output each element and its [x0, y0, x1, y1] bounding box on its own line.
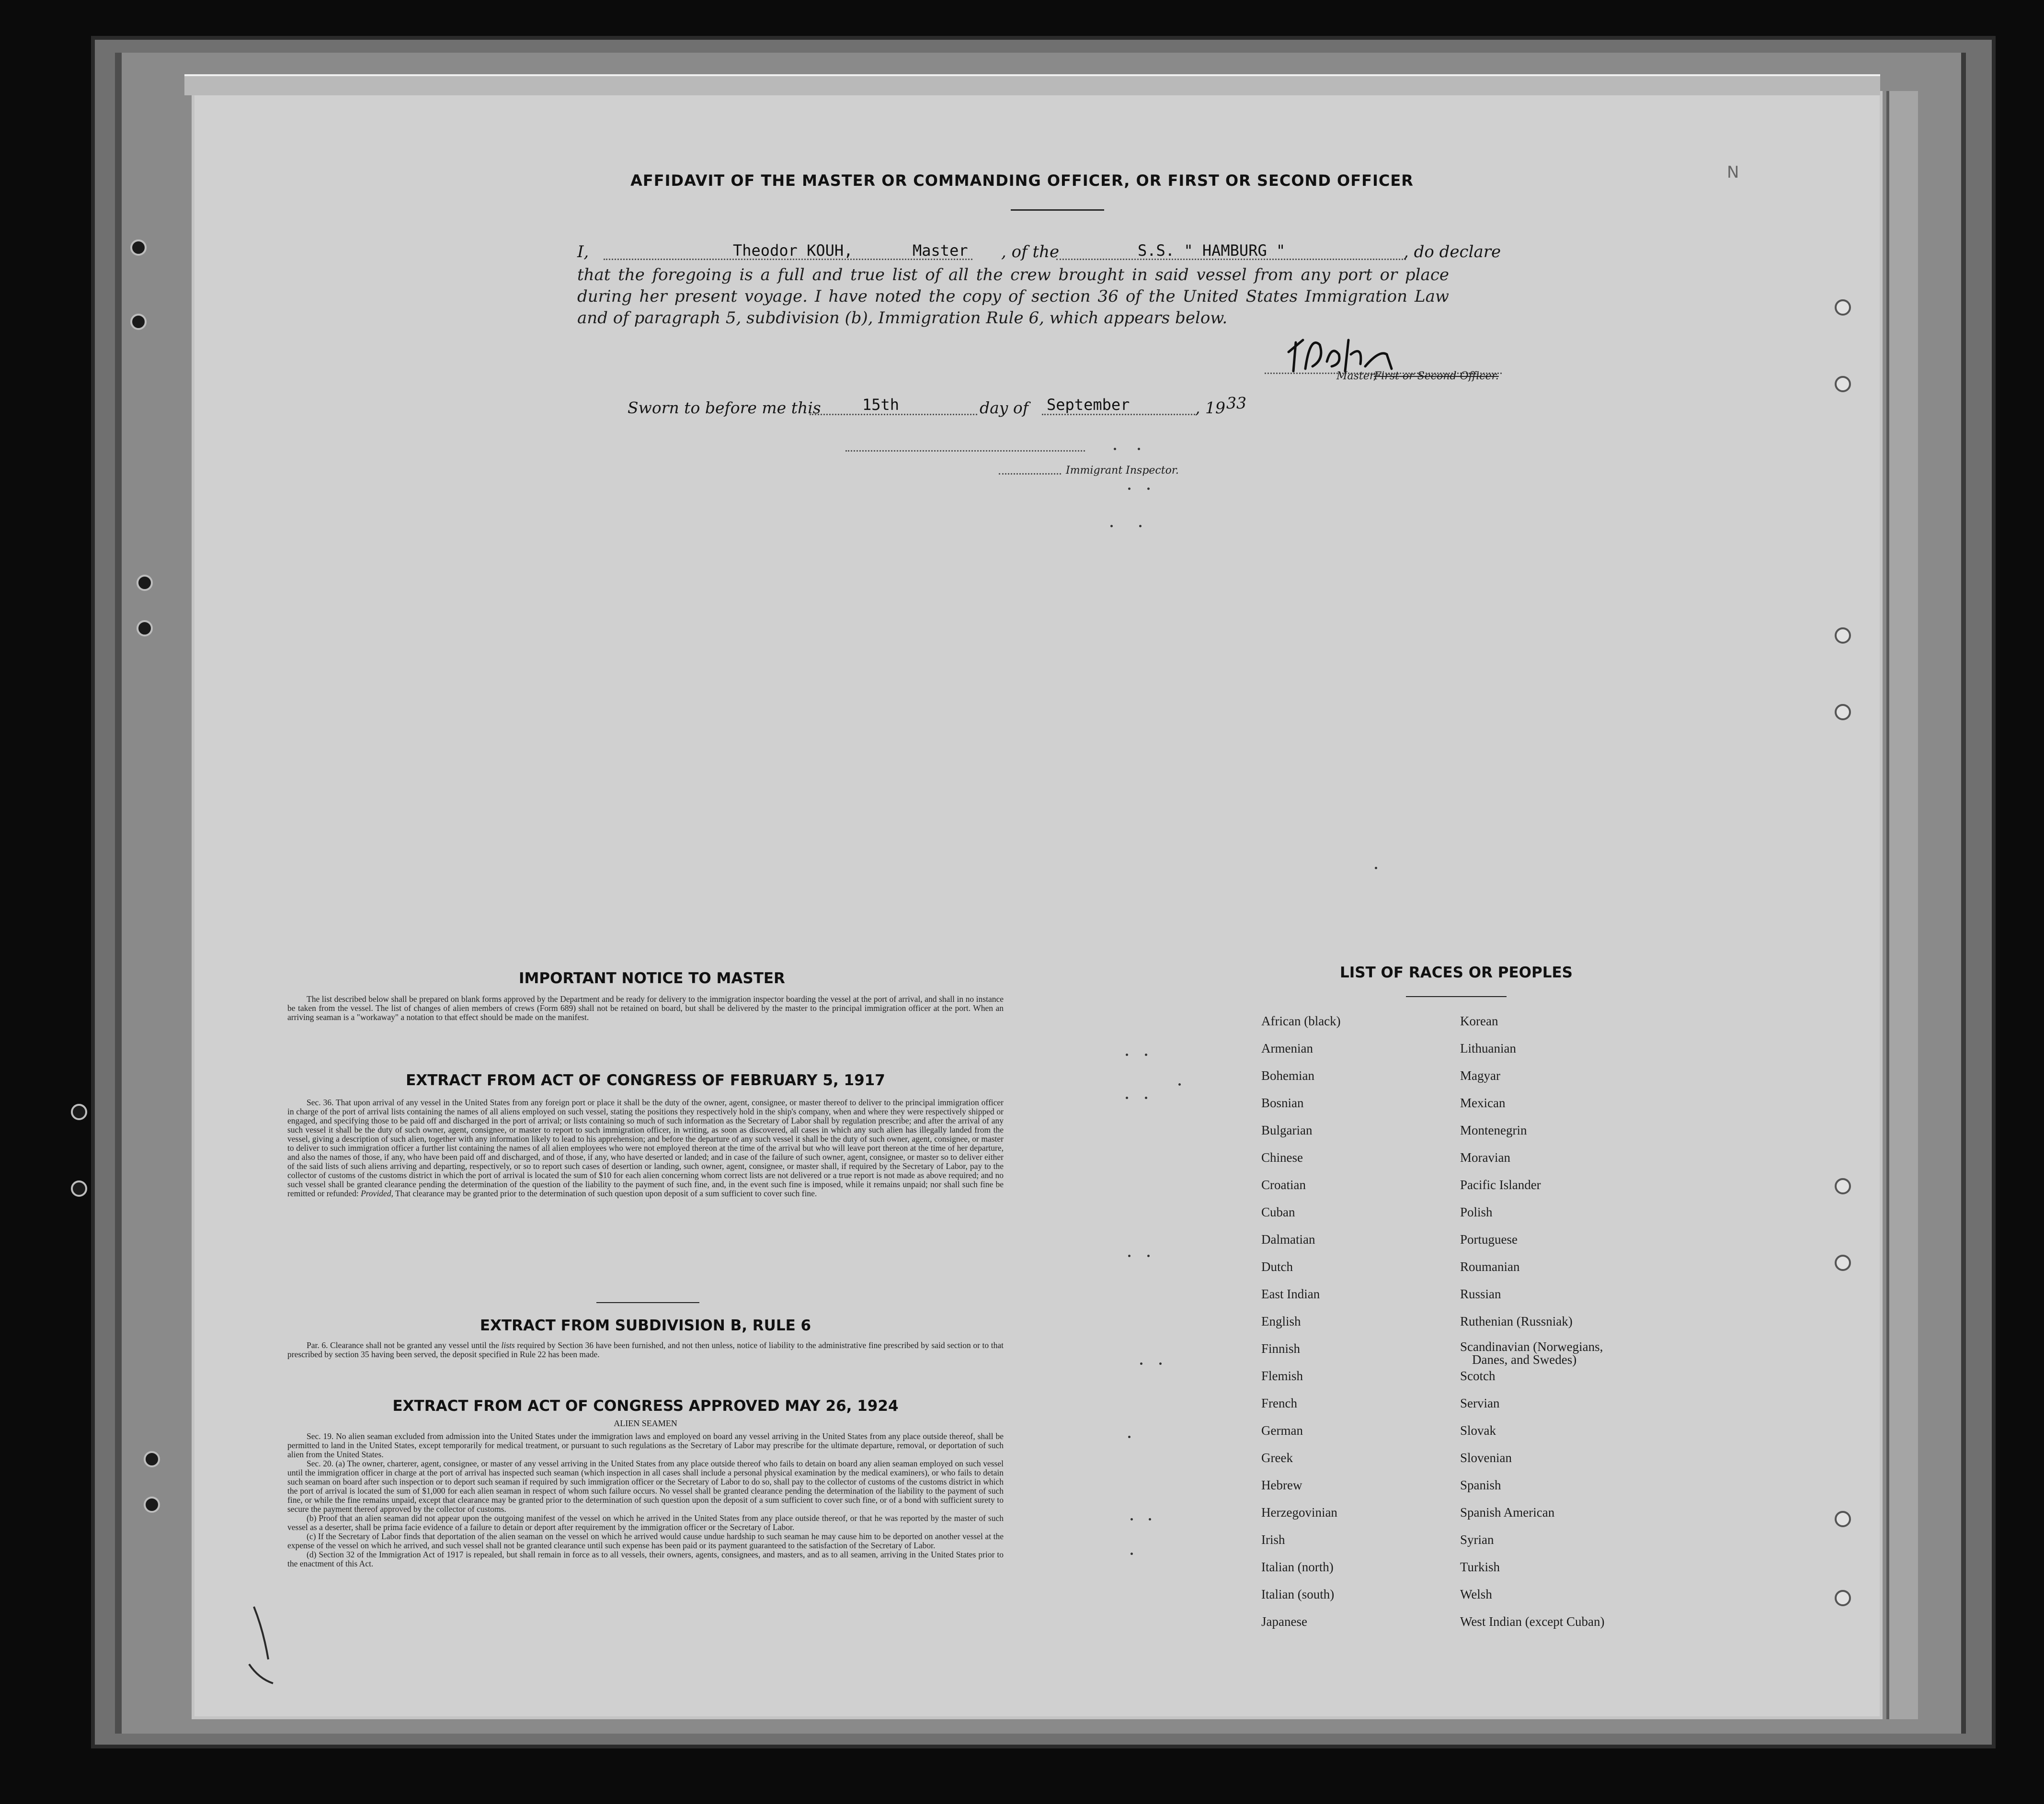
inspector-caption: Immigrant Inspector. — [1066, 465, 1179, 477]
sworn-day-line — [810, 414, 977, 415]
race-item: Armenian — [1261, 1041, 1313, 1055]
pencil-mark — [244, 1602, 283, 1688]
punch-hole-right-5 — [1835, 1178, 1851, 1194]
punch-hole-left-8 — [144, 1497, 160, 1513]
subdivision-b-par-label: Par. 6. — [307, 1340, 328, 1350]
punch-hole-left-2 — [130, 314, 147, 330]
speck — [1110, 525, 1113, 527]
race-item: Magyar — [1460, 1068, 1500, 1083]
race-item: Croatian — [1261, 1178, 1306, 1192]
do-declare-label: , do declare — [1404, 242, 1501, 261]
punch-hole-left-3 — [137, 575, 153, 591]
race-item: Lithuanian — [1460, 1041, 1516, 1055]
race-item: Roumanian — [1460, 1259, 1520, 1274]
speck — [1128, 1255, 1130, 1257]
master-name: Theodor KOUH, — [733, 241, 853, 260]
punch-hole-right-7 — [1835, 1511, 1851, 1527]
race-item: Syrian — [1460, 1532, 1494, 1547]
act-1924-subtitle: ALIEN SEAMEN — [614, 1418, 677, 1428]
race-item: Polish — [1460, 1205, 1493, 1219]
speck — [1126, 1054, 1128, 1056]
act-1924-sec20c: (c) If the Secretary of Labor finds that deportation of the alien seaman on the vessel on which he arrived would cause undue hardship to such seaman he may cause him to be deported on another vessel at the expense of the vessel on which he arrived, and such vessel shall not be granted clearance until such expense has been paid or its payment guaranteed to the satisfaction of the Secretary of Labor. — [287, 1532, 1004, 1550]
race-item: Italian (north) — [1261, 1560, 1334, 1574]
speck — [1145, 1097, 1147, 1099]
race-item: African (black) — [1261, 1014, 1341, 1028]
punch-hole-right-3 — [1835, 627, 1851, 644]
race-item: Slovak — [1460, 1423, 1496, 1438]
act-1917-body: That upon arrival of any vessel in the United States from any foreign port or place it shall be the duty of the owner, agent, consignee, or master thereof to deliver to the principal immigration officer in charge of the port of arrival lists containing the names of all aliens employed on such vessel, stating the positions they respectively hold in the ship's company, when and where they were respectively shipped or engaged, and specifying those to be paid off and discharged in the port of arrival; or lists containing so much of such information as the Secretary of Labor shall by regulation prescribe; and after the arrival of any such vessel it shall be the duty of such owner, agent, consignee, or master to report to such immigration officer, in writing, as soon as discovered, all cases in which any such alien has illegally landed from the vessel, giving a description of such alien, together with any information likely to lead to his apprehension; and before the departure of any such vessel it shall be the duty of such owner, agent, consignee, or master to deliver to such immigration officer a further list containing the names of all alien employees who were not employed thereon at the time of the arrival but who will leave port thereon at the time of her departure, and also the names of those, if any, who have been paid off and discharged, and of those, if any, who have deserted or landed; and in case of the failure of such owner, agent, consignee, or master so to deliver either of the said lists of such aliens arriving and departing, respectively, or so to report such cases of desertion or landing, such owner, agent, consignee, or master shall, if required by the Secretary of Labor, pay to the collector of customs of the customs district in which the port of arrival is located the sum of $10 for each alien concerning whom correct lists are not delivered or a true report is not made as above required; and no such vessel shall be granted clearance pending the determination of the question of the liability to the payment of such fine, and, in the event such fine is imposed, while it remains unpaid; nor shall such fine be remitted or refunded: — [287, 1098, 1004, 1198]
speck — [1147, 488, 1150, 490]
race-item: Bulgarian — [1261, 1123, 1313, 1137]
act-1917-title: EXTRACT FROM ACT OF CONGRESS OF FEBRUARY 5, 1917 — [406, 1072, 885, 1089]
subdivision-b-body-b: required by Section 36 have been furnished, and not then unless, notice of liability to the administrative fine prescribed by said section or to that prescribed by section 35 having been served, the deposit specified in Rule 22 has been made. — [287, 1340, 1004, 1359]
race-item: Scotch — [1460, 1369, 1496, 1383]
signature-caption-master: Master, — [1336, 370, 1377, 382]
notice-text — [287, 995, 1004, 1022]
punch-hole-right-2 — [1835, 376, 1851, 392]
race-item: Portuguese — [1460, 1232, 1518, 1247]
year-prefix: , 19 — [1195, 398, 1225, 417]
speck — [1138, 448, 1140, 450]
race-item: Mexican — [1460, 1096, 1506, 1110]
race-item: Herzegovinian — [1261, 1505, 1337, 1520]
speck — [1128, 1436, 1130, 1438]
punch-hole-left-5 — [71, 1104, 87, 1120]
sworn-label: Sworn to before me this — [628, 398, 821, 417]
punch-hole-right-4 — [1835, 704, 1851, 720]
sworn-month: September — [1047, 396, 1130, 414]
sworn-month-line — [1042, 414, 1195, 415]
race-item: Slovenian — [1460, 1451, 1512, 1465]
punch-hole-left-4 — [137, 620, 153, 636]
speck — [1139, 525, 1142, 527]
act-1924-text — [287, 1432, 1004, 1568]
race-item: Italian (south) — [1261, 1587, 1335, 1601]
speck — [1178, 1083, 1181, 1086]
race-item: Moravian — [1460, 1150, 1510, 1165]
races-title: LIST OF RACES OR PEOPLES — [1339, 964, 1573, 981]
act-1924-title: EXTRACT FROM ACT OF CONGRESS APPROVED MAY 26, 1924 — [392, 1397, 899, 1415]
master-rank: Master — [913, 241, 968, 260]
punch-hole-right-1 — [1835, 299, 1851, 316]
year-suffix: 33 — [1226, 394, 1246, 412]
race-item: Welsh — [1460, 1587, 1492, 1601]
race-item: West Indian (except Cuban) — [1460, 1614, 1605, 1629]
punch-hole-left-1 — [130, 239, 147, 256]
race-item: Dutch — [1261, 1259, 1293, 1274]
act-1917-text — [287, 1098, 1004, 1198]
act-1924-sec20d: (d) Section 32 of the Immigration Act of 1917 is repealed, but shall remain in force as to all vessels, their owners, agents, consignees, and masters, and as to all seamen, arriving in the United States prior to the enactment of this Act. — [287, 1550, 1004, 1568]
race-item: Ruthenian (Russniak) — [1460, 1314, 1573, 1328]
punch-hole-left-6 — [71, 1180, 87, 1197]
speck — [1130, 1518, 1133, 1520]
speck — [1130, 1553, 1133, 1555]
race-item: Pacific Islander — [1460, 1178, 1541, 1192]
race-item: Korean — [1460, 1014, 1498, 1028]
race-item: Hebrew — [1261, 1478, 1302, 1492]
race-item: Irish — [1261, 1532, 1285, 1547]
section-divider — [596, 1302, 699, 1303]
speck — [1375, 867, 1377, 869]
race-item: Spanish — [1460, 1478, 1501, 1492]
act-1917-proviso: That clearance may be granted prior to the determination of such question upon deposit of a sum sufficient to cover such fine. — [395, 1189, 817, 1198]
affidavit-title: AFFIDAVIT OF THE MASTER OR COMMANDING OFFICER, OR FIRST OR SECOND OFFICER — [630, 171, 1414, 190]
race-item: Flemish — [1261, 1369, 1303, 1383]
race-item: Chinese — [1261, 1150, 1303, 1165]
race-item: Servian — [1460, 1396, 1500, 1410]
margin-mark: N — [1727, 163, 1739, 182]
affidavit-i-label: I, — [577, 242, 589, 261]
race-item: Bohemian — [1261, 1068, 1314, 1083]
speck — [1114, 448, 1116, 450]
subdivision-b-body-a: Clearance shall not be granted any vessel until the — [330, 1340, 499, 1350]
speck — [1147, 1255, 1150, 1257]
punch-hole-left-7 — [144, 1451, 160, 1467]
subdivision-b-lists-word: lists — [501, 1340, 515, 1350]
speck — [1140, 1362, 1142, 1365]
race-item: Japanese — [1261, 1614, 1307, 1629]
punch-hole-right-8 — [1835, 1590, 1851, 1606]
race-item: Greek — [1261, 1451, 1293, 1465]
race-item: Turkish — [1460, 1560, 1500, 1574]
race-item: English — [1261, 1314, 1301, 1328]
race-item-continued: Danes, and Swedes) — [1472, 1352, 1577, 1367]
races-title-rule — [1406, 996, 1507, 997]
inspector-line-1 — [845, 450, 1085, 452]
speck — [1145, 1054, 1147, 1056]
race-item: Russian — [1460, 1287, 1501, 1301]
race-item: French — [1261, 1396, 1297, 1410]
race-item: Scandinavian (Norwegians, — [1460, 1339, 1603, 1354]
title-rule — [1011, 209, 1104, 211]
subdivision-b-text — [287, 1341, 1004, 1359]
inspector-line-2 — [999, 473, 1061, 475]
top-sheet-edge — [184, 74, 1880, 95]
vessel-name: S.S. " HAMBURG " — [1138, 241, 1286, 260]
notice-paragraph: The list described below shall be prepared on blank forms approved by the Department and be ready for delivery to the immigration inspector boarding the vessel at the port of arrival, and shall in no instance be taken from the vessel. The list of changes of alien members of crews (Form 689) shall not be retained on board, but shall be delivered by the master to the principal immigration officer at the port. When an arriving seaman is a "workaway" a notation to that effect should be made on the manifest. — [287, 994, 1004, 1022]
race-item: German — [1261, 1423, 1303, 1438]
act-1917-proviso-word: Provided, — [361, 1189, 393, 1198]
signature-caption-officer: First or Second Officer. — [1374, 370, 1499, 382]
act-1924-sec19: Sec. 19. No alien seaman excluded from admission into the United States under the immigration laws and employed on board any vessel arriving in the United States from any place outside thereof, shall be permitted to land in the United States, except temporarily for medical treatment, or pursuant to such regulations as the Secretary of Labor may prescribe for the ultimate departure, removal, or deportation of such alien from the United States. — [287, 1431, 1004, 1459]
race-item: Finnish — [1261, 1341, 1301, 1356]
race-item: Cuban — [1261, 1205, 1295, 1219]
speck — [1126, 1097, 1128, 1099]
race-item: Montenegrin — [1460, 1123, 1527, 1137]
race-item: East Indian — [1261, 1287, 1320, 1301]
page-right-edge — [1886, 91, 1918, 1719]
speck — [1159, 1362, 1162, 1365]
race-item: Spanish American — [1460, 1505, 1555, 1520]
punch-hole-right-6 — [1835, 1255, 1851, 1271]
act-1917-sec-label: Sec. 36. — [307, 1098, 334, 1107]
sworn-day: 15th — [862, 396, 900, 414]
day-of-label: day of — [980, 398, 1029, 417]
race-item: Dalmatian — [1261, 1232, 1315, 1247]
act-1924-sec20a: Sec. 20. (a) The owner, charterer, agent, consignee, or master of any vessel arriving in the United States from any place outside thereof who fails to detain on board any alien seaman employed on such vessel until the immigration officer in charge at the port of arrival has inspected such seaman (which inspection in all cases shall include a personal physical examination by the medical examiners), or who fails to detain such seaman on board after such inspection or to deport such seaman if required by such immigration officer or the Secretary of Labor to do so, shall pay to the collector of customs of the customs district in which the port of arrival is located the sum of $1,000 for each alien seaman in respect of whom such failure occurs. No vessel shall be granted clearance pending the determination of the liability to the payment of such fine, or while the fine remains unpaid, except that clearance may be granted prior to the determination of such question upon the deposit of a sum sufficient to cover such fine, or of a bond with sufficient surety to secure the payment thereof approved by the collector of customs. — [287, 1459, 1004, 1514]
notice-title: IMPORTANT NOTICE TO MASTER — [519, 970, 785, 987]
race-item: Bosnian — [1261, 1096, 1304, 1110]
affidavit-body: that the foregoing is a full and true list of all the crew brought in said vessel from any port or place during her present voyage. I have noted the copy of section 36 of the United States Immigration Law and of paragraph 5, subdivision (b), Immigration Rule 6, which appears below. — [577, 265, 1449, 328]
act-1924-sec20b: (b) Proof that an alien seaman did not appear upon the outgoing manifest of the vessel on which he arrived in the United States from any place outside thereof, or that he was reported by the master of such vessel as a deserter, shall be prima facie evidence of a failure to detain or deport after requirement by the immigration officer or the Secretary of Labor. — [287, 1513, 1004, 1532]
speck — [1149, 1518, 1151, 1520]
subdivision-b-title: EXTRACT FROM SUBDIVISION B, RULE 6 — [480, 1317, 811, 1334]
of-the-label: , of the — [1001, 242, 1060, 261]
speck — [1128, 488, 1130, 490]
